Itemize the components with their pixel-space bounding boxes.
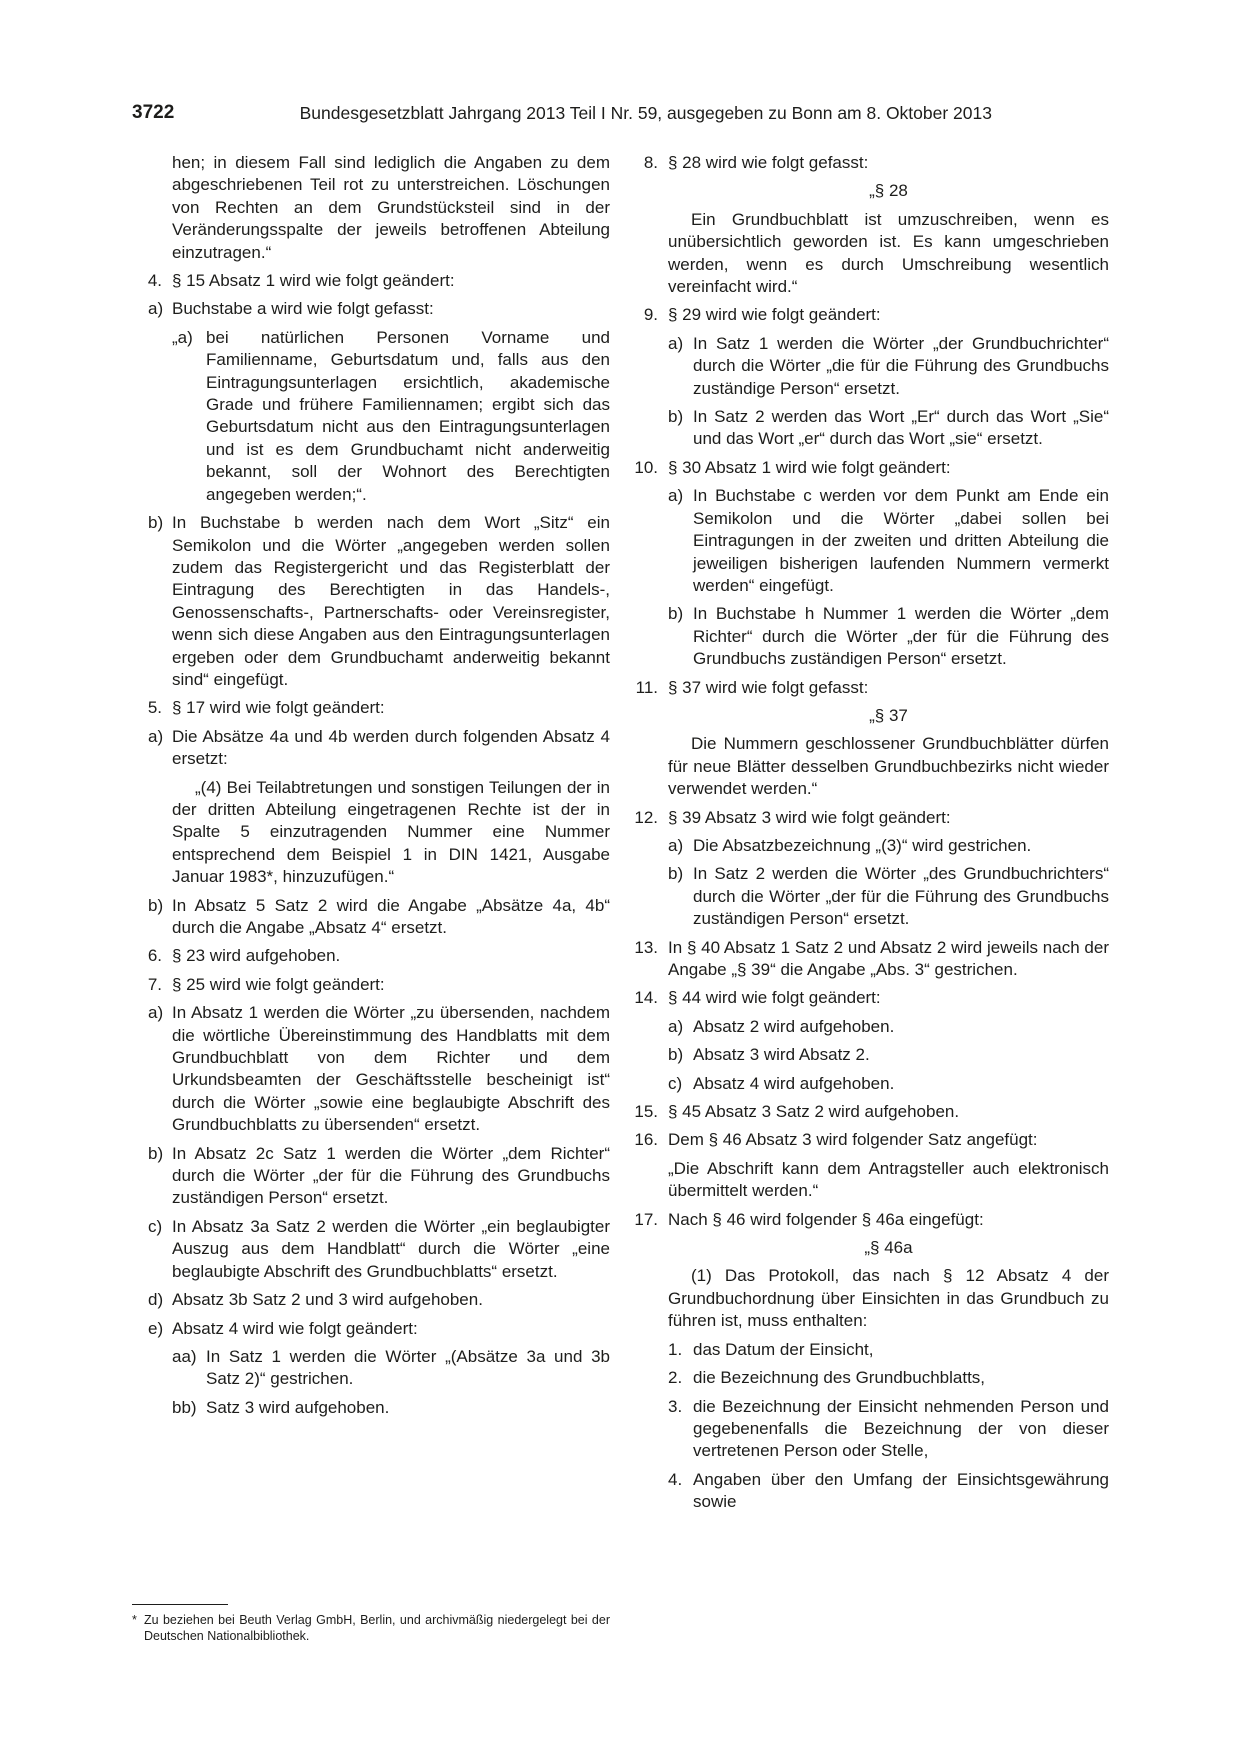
- item-7c: c) In Absatz 3a Satz 2 werden die Wörter „ein beglaubigter Auszug aus dem Handblatt“ durch die Wörter „eine beglaubigte Abschrift des Grundbuchblatts“ ersetzt.: [148, 1216, 610, 1281]
- item-5a-quote: „(4) Bei Teilabtretungen und sonstigen Teilungen der in der dritten Abteilung eingetragenen Rechte ist der in Spalte 5 einzutragenden Nummer eine Nummer entsprechend dem Beispiel 1 in DIN 1421, Ausgabe Januar 1983*, hinzuzufügen.“: [172, 777, 610, 887]
- item-11: 11. § 37 wird wie folgt gefasst:: [635, 677, 869, 697]
- item-9b: b) In Satz 2 werden das Wort „Er“ durch das Wort „Sie“ und das Wort „er“ durch das Wort „sie“ ersetzt.: [668, 407, 1109, 449]
- section-heading-37: „§ 37: [869, 705, 908, 725]
- item-10b: b) In Buchstabe h Nummer 1 werden die Wörter „dem Richter“ durch die Wörter „der für die Führung des Grundbuchs zuständigen Person“ ersetzt.: [668, 604, 1109, 669]
- section-37-text: Die Nummern geschlossener Grundbuchblätter dürfen für neue Blätter desselben Grundbuchbezirks nicht wieder verwendet werden.“: [668, 734, 1109, 799]
- item-16-quote: „Die Abschrift kann dem Antragsteller auch elektronisch übermittelt werden.“: [668, 1158, 1109, 1201]
- item-10: 10. § 30 Absatz 1 wird wie folgt geändert:: [634, 457, 951, 477]
- item-4a-quote: „a) bei natürlichen Personen Vorname und Familienname, Geburtsdatum und, falls aus den Eintragungsunterlagen ersichtlich, akademische Grade und frühere Familiennamen; ergibt sich das Geburtsdatum nicht aus den Eintragungsunterlagen und ist es dem Grundbuchamt nicht anderweitig bekannt, soll der Wohnort des Berechtigten angegeben werden;“.: [172, 327, 610, 504]
- item-7e-bb: bb) Satz 3 wird aufgehoben.: [172, 1397, 390, 1417]
- item-7a: a) In Absatz 1 werden die Wörter „zu übersenden, nachdem die wörtliche Übereinstimmung des Handblatts mit dem Grundbuchblatt von dem Richter und dem Urkundsbeamten der Geschäftsstelle bescheinigt ist“ durch die Wörter „sowie eine beglaubigte Abschrift des Grundbuchblatts zu übersenden“ ersetzt.: [148, 1003, 610, 1135]
- item-4b: b) In Buchstabe b werden nach dem Wort „Sitz“ ein Semikolon und die Wörter „angegeben werden sollen zudem das Registergericht und das Registerblatt der Eintragung des Berechtigten in das Handels-, Genossenschafts-, Partnerschafts- oder Vereinsregister, wenn sich diese Angaben aus den Eintragungsunterlagen ergeben oder dem Grundbuchamt anderweitig bekannt sind“ eingefügt.: [148, 513, 610, 689]
- item-12b: b) In Satz 2 werden die Wörter „des Grundbuchrichters“ durch die Wörter „der für die Führung des Grundbuchs zuständigen Person“ ersetzt.: [668, 864, 1109, 929]
- list-item-2: 2. die Bezeichnung des Grundbuchblatts,: [668, 1368, 986, 1388]
- section-heading-46a: „§ 46a: [864, 1238, 913, 1258]
- right-column: [628, 152, 1109, 1514]
- item-16: 16. Dem § 46 Absatz 3 wird folgender Satz angefügt:: [634, 1130, 1038, 1150]
- item-14a: a) Absatz 2 wird aufgehoben.: [668, 1016, 895, 1036]
- running-title: Bundesgesetzblatt Jahrgang 2013 Teil I Nr. 59, ausgegeben zu Bonn am 8. Oktober 2013: [299, 103, 992, 123]
- footnote-mark: *: [132, 1613, 137, 1627]
- list-item-4: 4. Angaben über den Umfang der Einsichtsgewährung sowie: [668, 1469, 1109, 1512]
- item-4: 4. § 15 Absatz 1 wird wie folgt geändert:: [147, 271, 455, 291]
- item-9a: a) In Satz 1 werden die Wörter „der Grundbuchrichter“ durch die Wörter „die für die Führung des Grundbuchs zuständige Person“ ersetzt.: [668, 333, 1109, 398]
- item-14: 14. § 44 wird wie folgt geändert:: [634, 988, 881, 1008]
- item-12a: a) Die Absatzbezeichnung „(3)“ wird gestrichen.: [668, 835, 1032, 855]
- section-heading-28: „§ 28: [869, 181, 908, 201]
- item-5b: b) In Absatz 5 Satz 2 wird die Angabe „Absätze 4a, 4b“ durch die Angabe „Absatz 4“ ersetzt.: [148, 895, 610, 937]
- left-column: [132, 152, 610, 1419]
- item-17: 17. Nach § 46 wird folgender § 46a eingefügt:: [634, 1209, 984, 1229]
- list-item-1: 1. das Datum der Einsicht,: [668, 1339, 874, 1359]
- footnote: [132, 1612, 610, 1644]
- page-number: 3722: [132, 102, 175, 123]
- list-item-3: 3. die Bezeichnung der Einsicht nehmenden Person und gegebenenfalls die Bezeichnung der von dieser vertretenen Person oder Stelle,: [668, 1396, 1109, 1461]
- footnote-text: Zu beziehen bei Beuth Verlag GmbH, Berlin, und archivmäßig niedergelegt bei der Deutschen Nationalbibliothek.: [144, 1613, 610, 1643]
- item-10a: a) In Buchstabe c werden vor dem Punkt am Ende ein Semikolon und die Wörter „dabei sollen bei Eintragungen in der zweiten und dritten Abteilung die jeweiligen bisherigen laufenden Nummern vermerkt werden“ eingefügt.: [668, 486, 1109, 595]
- paragraph-continuation: hen; in diesem Fall sind lediglich die Angaben zu dem abgeschriebenen Teil rot zu unterstreichen. Löschungen von Rechten an dem Grundstücksteil sind in der Veränderungsspalte der jeweils betroffenen Abteilung einzutragen.“: [172, 153, 610, 262]
- item-4a: a) Buchstabe a wird wie folgt gefasst:: [148, 299, 434, 319]
- item-7d: d) Absatz 3b Satz 2 und 3 wird aufgehoben.: [148, 1290, 483, 1310]
- item-14c: c) Absatz 4 wird aufgehoben.: [668, 1073, 895, 1093]
- item-5a: a) Die Absätze 4a und 4b werden durch folgenden Absatz 4 ersetzt:: [148, 726, 610, 769]
- item-12: 12. § 39 Absatz 3 wird wie folgt geändert:: [634, 807, 951, 827]
- footnote-rule: [132, 1604, 228, 1605]
- item-6: 6. § 23 wird aufgehoben.: [147, 946, 341, 966]
- item-13: 13. In § 40 Absatz 1 Satz 2 und Absatz 2 wird jeweils nach der Angabe „§ 39“ die Angabe „Abs. 3“ gestrichen.: [634, 937, 1109, 979]
- section-28-text: Ein Grundbuchblatt ist umzuschreiben, wenn es unübersichtlich geworden ist. Es kann umgeschrieben werden, wenn es durch Umschreibung wesentlich vereinfacht wird.“: [668, 209, 1109, 297]
- item-5: 5. § 17 wird wie folgt geändert:: [147, 698, 385, 718]
- item-7e: e) Absatz 4 wird wie folgt geändert:: [148, 1318, 418, 1338]
- item-7b: b) In Absatz 2c Satz 1 werden die Wörter „dem Richter“ durch die Wörter „der für die Führung des Grundbuchs zuständigen Person“ ersetzt.: [148, 1143, 610, 1208]
- section-46a-intro: (1) Das Protokoll, das nach § 12 Absatz 4 der Grundbuchordnung über Einsichten in das Grundbuch zu führen ist, muss enthalten:: [668, 1266, 1109, 1331]
- item-7e-aa: aa) In Satz 1 werden die Wörter „(Absätze 3a und 3b Satz 2)“ gestrichen.: [172, 1346, 610, 1389]
- item-9: 9. § 29 wird wie folgt geändert:: [643, 305, 881, 325]
- item-8: 8. § 28 wird wie folgt gefasst:: [643, 153, 869, 172]
- item-7: 7. § 25 wird wie folgt geändert:: [147, 974, 385, 994]
- item-14b: b) Absatz 3 wird Absatz 2.: [668, 1045, 870, 1065]
- item-15: 15. § 45 Absatz 3 Satz 2 wird aufgehoben.: [634, 1102, 960, 1122]
- page-header: [132, 102, 992, 126]
